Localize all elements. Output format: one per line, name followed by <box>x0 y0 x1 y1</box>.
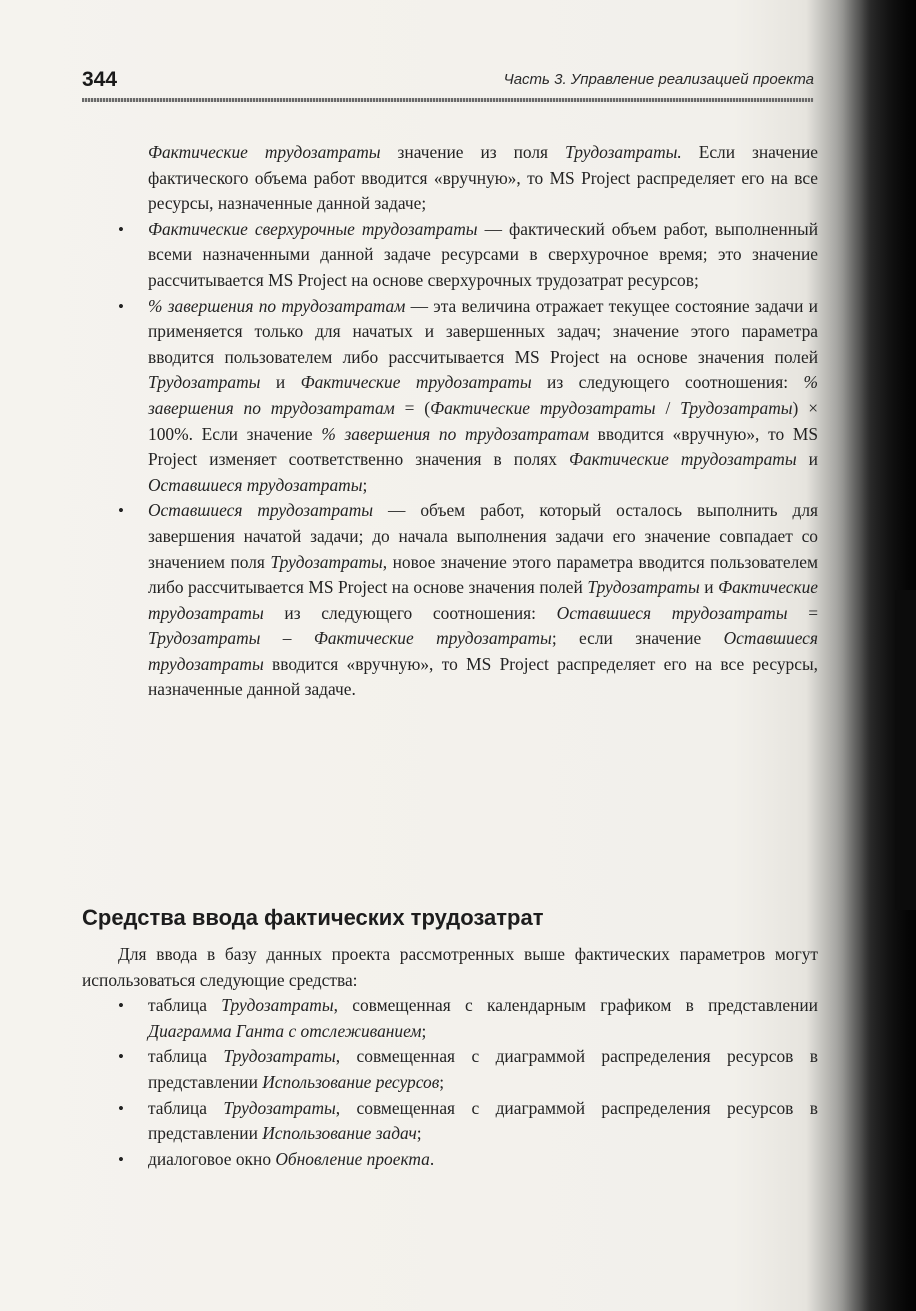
continued-paragraph <box>82 140 818 217</box>
text-run: / <box>655 397 681 418</box>
running-head: Часть 3. Управление реализацией проекта <box>503 71 814 88</box>
text-run: таблица <box>148 1097 224 1118</box>
term-italic: Фактические трудозатраты <box>568 449 797 470</box>
text-run: — объем работ, который осталось выполнить для завершения начатой задачи; до начала выполнения задачи его значение совпадает со значением поля <box>148 500 818 572</box>
list-item <box>82 498 818 703</box>
list-item <box>82 217 818 294</box>
text-run: , совмещенная с диаграммой распределения ресурсов в представлении <box>148 1097 818 1144</box>
text-run: вводится «вручную», то MS Project изменяет соответственно значения в полях <box>148 423 818 470</box>
list-item <box>82 1096 818 1147</box>
term-italic: Фактические сверхурочные трудозатраты <box>148 218 478 239</box>
binding-edge <box>895 590 916 910</box>
term-italic: Трудозатраты <box>587 577 700 598</box>
tools-list <box>82 993 818 1172</box>
text-run: , новое значение этого параметра вводится пользователем либо рассчитывается MS Project на основе значения полей <box>148 551 818 598</box>
bullet-icon: • <box>118 1149 124 1169</box>
term-italic: Фактические трудозатраты <box>430 397 656 418</box>
page-number: 344 <box>82 68 118 91</box>
text-run: и <box>796 449 818 470</box>
definition-list <box>82 217 818 703</box>
list-item <box>82 1147 818 1173</box>
list-item <box>82 294 818 499</box>
text-run: , совмещенная с календарным графиком в представлении <box>333 995 818 1016</box>
term-italic: Трудозатраты <box>223 1097 336 1118</box>
term-italic: Использование задач <box>262 1123 417 1144</box>
term-italic: Оставшиеся трудозатраты <box>148 474 363 495</box>
term-italic: Трудозатраты <box>221 995 334 1016</box>
term-italic: Трудозатраты <box>223 1046 336 1067</box>
text-run: ; <box>362 474 368 495</box>
text-run: — фактический объем работ, выполненный всеми назначенными данной задаче ресурсами в сверхурочное время; это значение рассчитывается MS Project на основе сверхурочных трудозатрат ресурсов; <box>148 218 819 290</box>
term-italic: % завершения по трудозатратам <box>148 372 818 418</box>
term-italic: Диаграмма Ганта с отслеживанием <box>148 1020 422 1041</box>
text-run: из следующего соотношения: <box>263 602 557 623</box>
bullet-icon: • <box>118 501 124 521</box>
text-run: вводится «вручную», то MS Project распределяет его на все ресурсы, назначенные данной задаче. <box>148 653 818 700</box>
term-italic: Фактические трудозатраты <box>148 142 381 162</box>
term-italic: Использование ресурсов <box>262 1071 440 1092</box>
text-run: значение из поля <box>380 142 566 162</box>
term-italic: Трудозатраты <box>680 397 793 418</box>
main-text <box>82 140 818 703</box>
header-rule <box>82 98 814 102</box>
text-run: из следующего соотношения: <box>531 372 804 393</box>
text-run: ; <box>416 1123 422 1144</box>
term-italic: % завершения по трудозатратам <box>321 423 589 444</box>
text-run: ; если значение <box>551 628 724 649</box>
page-header <box>82 68 814 98</box>
text-run: , совмещенная с диаграммой распределения ресурсов в представлении <box>148 1046 818 1092</box>
text-run: диалоговое окно <box>148 1148 276 1169</box>
bullet-icon: • <box>118 219 124 239</box>
term-italic: Фактические трудозатраты <box>300 372 532 393</box>
section-body <box>82 942 818 1172</box>
text-run: = <box>787 602 819 623</box>
bullet-icon: • <box>118 296 124 316</box>
text-run: ; <box>439 1071 445 1092</box>
term-italic: Оставшиеся трудозатраты <box>148 500 374 521</box>
bullet-icon: • <box>118 1047 124 1067</box>
bullet-icon: • <box>118 996 124 1016</box>
text-run: таблица <box>148 1046 224 1067</box>
bullet-icon: • <box>118 1098 124 1118</box>
text-run: Если значение фактического объема работ вводится «вручную», то MS Project распределяет его на все ресурсы, назначенные данной задаче; <box>148 142 818 214</box>
term-italic: Фактические трудозатраты <box>313 628 552 649</box>
term-italic: Трудозатраты <box>270 551 383 572</box>
text-run: — эта величина отражает текущее состояние задачи и применяется только для начатых и завершенных задач; значение этого параметра вводится пользователем либо рассчитывается MS Project на основе значения полей <box>148 295 818 367</box>
term-italic: Трудозатраты <box>148 628 261 649</box>
term-italic: Оставшиеся трудозатраты <box>148 628 818 674</box>
text-run: ) × 100%. Если значение <box>148 397 819 444</box>
list-item <box>82 1044 818 1095</box>
term-italic: Фактические трудозатраты <box>148 577 818 623</box>
term-italic: Трудозатраты. <box>565 142 682 162</box>
text-run: – <box>260 628 314 649</box>
term-italic: Трудозатраты <box>148 372 261 393</box>
list-item <box>82 993 818 1044</box>
term-italic: Оставшиеся трудозатраты <box>556 602 788 623</box>
text-run: = ( <box>394 397 431 418</box>
section-heading: Средства ввода фактических трудозатрат <box>82 905 544 930</box>
text-run: таблица <box>148 995 222 1016</box>
text-run: и <box>699 577 719 598</box>
text-run: и <box>260 372 301 393</box>
text-run: . <box>429 1148 435 1169</box>
section-intro: Для ввода в базу данных проекта рассмотренных выше фактических параметров могут использоваться следующие средства: <box>82 944 818 990</box>
text-run: ; <box>421 1020 427 1041</box>
term-italic: % завершения по трудозатратам <box>148 295 406 316</box>
term-italic: Обновление проекта <box>275 1148 430 1169</box>
